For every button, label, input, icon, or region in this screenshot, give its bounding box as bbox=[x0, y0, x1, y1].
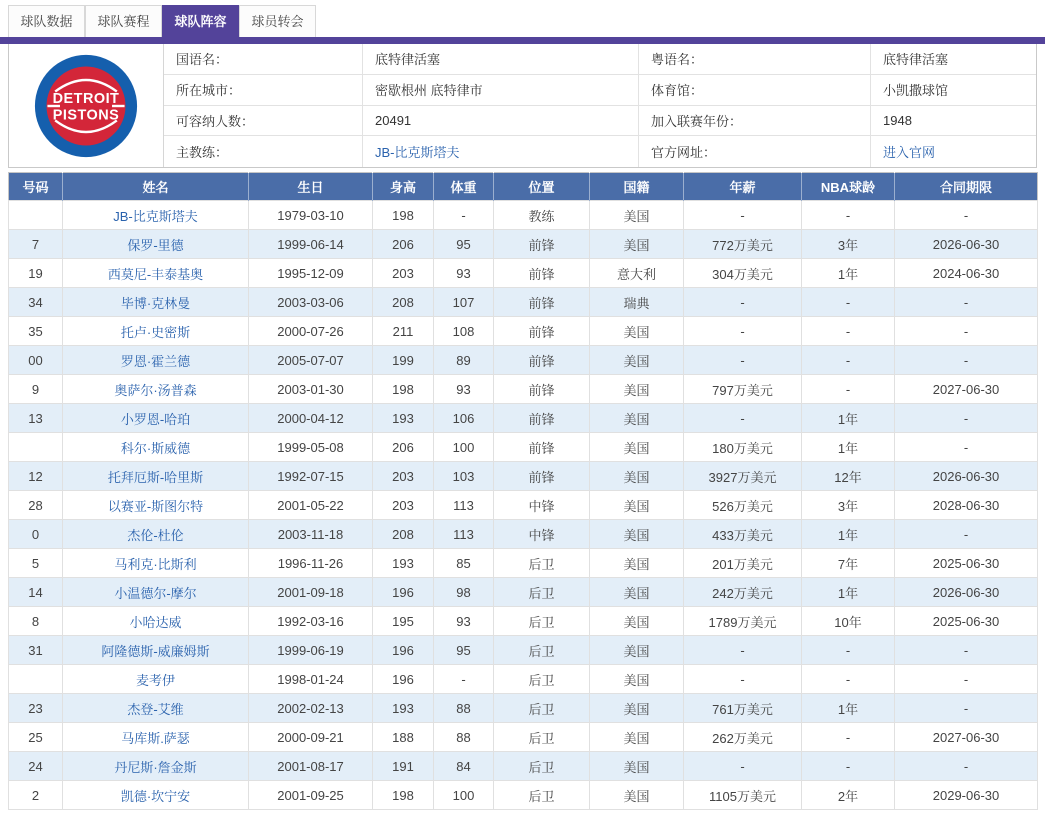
table-cell: 1999-06-19 bbox=[249, 636, 373, 665]
table-cell: 196 bbox=[373, 665, 434, 694]
table-cell: 1年 bbox=[802, 433, 895, 462]
table-cell: 2001-05-22 bbox=[249, 491, 373, 520]
table-cell: 198 bbox=[373, 375, 434, 404]
table-cell: - bbox=[895, 636, 1038, 665]
table-cell: 1年 bbox=[802, 694, 895, 723]
info-label: 官方网址： bbox=[639, 136, 871, 167]
table-cell: - bbox=[895, 346, 1038, 375]
table-cell: 1999-06-14 bbox=[249, 230, 373, 259]
table-cell: 前锋 bbox=[494, 317, 590, 346]
table-cell: 前锋 bbox=[494, 230, 590, 259]
table-cell: 100 bbox=[434, 781, 494, 810]
player-name-cell[interactable] bbox=[63, 520, 249, 549]
table-cell: - bbox=[895, 694, 1038, 723]
table-cell: 433万美元 bbox=[684, 520, 802, 549]
tab-team-roster[interactable]: 球队阵容 bbox=[162, 5, 239, 37]
table-cell: 2026-06-30 bbox=[895, 462, 1038, 491]
table-cell: 196 bbox=[373, 636, 434, 665]
table-cell: 美国 bbox=[590, 781, 684, 810]
player-name-cell[interactable] bbox=[63, 549, 249, 578]
table-cell: 2027-06-30 bbox=[895, 375, 1038, 404]
table-cell: 10年 bbox=[802, 607, 895, 636]
player-name-cell[interactable] bbox=[63, 346, 249, 375]
table-cell: 中锋 bbox=[494, 520, 590, 549]
table-cell: 1979-03-10 bbox=[249, 201, 373, 230]
table-cell: 2 bbox=[9, 781, 63, 810]
table-cell: 2003-11-18 bbox=[249, 520, 373, 549]
table-cell: 后卫 bbox=[494, 665, 590, 694]
table-cell: 242万美元 bbox=[684, 578, 802, 607]
pistons-logo-icon bbox=[33, 53, 139, 159]
column-header: 身高 bbox=[373, 173, 434, 201]
table-cell: 美国 bbox=[590, 491, 684, 520]
player-name-link[interactable]: 保罗-里德 bbox=[127, 237, 184, 253]
table-cell: 00 bbox=[9, 346, 63, 375]
table-cell: - bbox=[802, 346, 895, 375]
player-name-cell[interactable] bbox=[63, 578, 249, 607]
table-cell: 美国 bbox=[590, 346, 684, 375]
table-cell: - bbox=[684, 317, 802, 346]
table-cell: 100 bbox=[434, 433, 494, 462]
player-name-cell[interactable] bbox=[63, 375, 249, 404]
table-cell: 193 bbox=[373, 549, 434, 578]
player-name-link[interactable]: 毕博·克林曼 bbox=[120, 295, 191, 311]
table-cell: 203 bbox=[373, 259, 434, 288]
table-row bbox=[9, 694, 1038, 723]
table-row bbox=[9, 491, 1038, 520]
table-cell: 1789万美元 bbox=[684, 607, 802, 636]
player-name-cell[interactable] bbox=[63, 230, 249, 259]
player-name-cell[interactable] bbox=[63, 317, 249, 346]
table-cell: 208 bbox=[373, 520, 434, 549]
info-value: 小凯撒球馆 bbox=[871, 75, 1036, 106]
player-name-cell[interactable] bbox=[63, 462, 249, 491]
table-cell: 后卫 bbox=[494, 781, 590, 810]
table-cell: 0 bbox=[9, 520, 63, 549]
player-name-link[interactable]: 麦考伊 bbox=[135, 672, 175, 688]
player-name-link[interactable]: 丹尼斯·詹金斯 bbox=[114, 759, 197, 775]
table-cell: 美国 bbox=[590, 375, 684, 404]
accent-divider-bar bbox=[0, 37, 1045, 44]
table-cell: 2027-06-30 bbox=[895, 723, 1038, 752]
table-cell: 797万美元 bbox=[684, 375, 802, 404]
table-cell: 2001-09-18 bbox=[249, 578, 373, 607]
column-header: 号码 bbox=[9, 173, 63, 201]
table-cell: 199 bbox=[373, 346, 434, 375]
table-cell: 前锋 bbox=[494, 259, 590, 288]
table-cell: 前锋 bbox=[494, 462, 590, 491]
table-cell: - bbox=[434, 201, 494, 230]
table-cell: 2000-04-12 bbox=[249, 404, 373, 433]
table-row bbox=[9, 752, 1038, 781]
player-name-link[interactable]: 以赛亚-斯图尔特 bbox=[107, 498, 204, 514]
table-cell: 前锋 bbox=[494, 375, 590, 404]
player-name-cell[interactable] bbox=[63, 665, 249, 694]
table-cell: 28 bbox=[9, 491, 63, 520]
table-row bbox=[9, 375, 1038, 404]
table-cell: 1999-05-08 bbox=[249, 433, 373, 462]
info-label: 粤语名： bbox=[639, 44, 871, 75]
table-cell: 211 bbox=[373, 317, 434, 346]
table-cell: 198 bbox=[373, 201, 434, 230]
table-cell: 后卫 bbox=[494, 607, 590, 636]
player-name-link[interactable]: 托拜厄斯-哈里斯 bbox=[107, 469, 204, 485]
table-cell: 后卫 bbox=[494, 723, 590, 752]
tab-team-schedule[interactable]: 球队赛程 bbox=[85, 5, 162, 37]
table-cell: 美国 bbox=[590, 520, 684, 549]
table-cell: - bbox=[895, 317, 1038, 346]
table-cell: 2005-07-07 bbox=[249, 346, 373, 375]
info-value: 密歇根州 底特律市 bbox=[363, 75, 639, 106]
table-cell bbox=[9, 665, 63, 694]
table-cell: 203 bbox=[373, 491, 434, 520]
player-name-link[interactable]: 西莫尼-丰泰基奥 bbox=[107, 266, 204, 282]
player-name-cell[interactable] bbox=[63, 607, 249, 636]
table-row bbox=[9, 288, 1038, 317]
table-cell: 526万美元 bbox=[684, 491, 802, 520]
table-cell: 美国 bbox=[590, 462, 684, 491]
table-cell: 1年 bbox=[802, 259, 895, 288]
player-name-link[interactable]: 杰登-艾维 bbox=[127, 701, 184, 717]
table-cell: - bbox=[895, 665, 1038, 694]
table-cell: 1992-03-16 bbox=[249, 607, 373, 636]
info-label: 加入联赛年份： bbox=[639, 106, 871, 137]
table-row bbox=[9, 433, 1038, 462]
table-cell: 2003-01-30 bbox=[249, 375, 373, 404]
table-row bbox=[9, 607, 1038, 636]
table-cell: 2026-06-30 bbox=[895, 578, 1038, 607]
roster-header-row bbox=[9, 173, 1038, 201]
table-cell: 2001-08-17 bbox=[249, 752, 373, 781]
table-cell: 美国 bbox=[590, 433, 684, 462]
table-cell: 后卫 bbox=[494, 578, 590, 607]
info-value-link[interactable] bbox=[871, 136, 1036, 167]
table-cell: 31 bbox=[9, 636, 63, 665]
info-label: 可容纳人数： bbox=[164, 106, 363, 137]
table-cell: 304万美元 bbox=[684, 259, 802, 288]
table-cell: 前锋 bbox=[494, 288, 590, 317]
team-info-grid bbox=[164, 44, 1036, 167]
table-cell: 美国 bbox=[590, 230, 684, 259]
table-cell: 中锋 bbox=[494, 491, 590, 520]
table-cell: - bbox=[802, 723, 895, 752]
table-cell bbox=[9, 201, 63, 230]
table-row bbox=[9, 346, 1038, 375]
table-cell: 95 bbox=[434, 636, 494, 665]
table-cell: 180万美元 bbox=[684, 433, 802, 462]
column-header: 国籍 bbox=[590, 173, 684, 201]
table-cell: 美国 bbox=[590, 317, 684, 346]
info-link[interactable]: 进入官网 bbox=[883, 145, 936, 161]
table-cell: 188 bbox=[373, 723, 434, 752]
player-name-link[interactable]: 托卢·史密斯 bbox=[120, 324, 191, 340]
table-cell: - bbox=[684, 752, 802, 781]
table-cell: 美国 bbox=[590, 578, 684, 607]
info-value-link[interactable] bbox=[363, 136, 639, 167]
info-value: 底特律活塞 bbox=[871, 44, 1036, 75]
svg-text:DETROIT: DETROIT bbox=[52, 90, 120, 107]
table-cell: 34 bbox=[9, 288, 63, 317]
table-cell: 98 bbox=[434, 578, 494, 607]
table-cell: - bbox=[684, 201, 802, 230]
table-cell: 14 bbox=[9, 578, 63, 607]
table-cell: 美国 bbox=[590, 404, 684, 433]
player-name-link[interactable]: 小温德尔-摩尔 bbox=[114, 585, 197, 601]
info-value: 底特律活塞 bbox=[363, 44, 639, 75]
table-cell: 1年 bbox=[802, 578, 895, 607]
table-cell: - bbox=[895, 520, 1038, 549]
player-name-link[interactable]: 凯德·坎宁安 bbox=[120, 788, 191, 804]
table-cell: 后卫 bbox=[494, 752, 590, 781]
player-name-cell[interactable] bbox=[63, 781, 249, 810]
table-cell: 206 bbox=[373, 433, 434, 462]
table-cell: 2025-06-30 bbox=[895, 607, 1038, 636]
table-cell: 93 bbox=[434, 259, 494, 288]
tab-player-transfers[interactable]: 球员转会 bbox=[239, 5, 316, 37]
table-cell: 193 bbox=[373, 694, 434, 723]
player-name-link[interactable]: 罗恩·霍兰德 bbox=[120, 353, 191, 369]
table-row bbox=[9, 404, 1038, 433]
table-cell: 772万美元 bbox=[684, 230, 802, 259]
column-header: 生日 bbox=[249, 173, 373, 201]
table-cell: 2003-03-06 bbox=[249, 288, 373, 317]
table-cell: 761万美元 bbox=[684, 694, 802, 723]
table-cell: 1996-11-26 bbox=[249, 549, 373, 578]
table-cell: - bbox=[895, 433, 1038, 462]
table-cell: 195 bbox=[373, 607, 434, 636]
table-cell: 美国 bbox=[590, 665, 684, 694]
info-label: 国语名： bbox=[164, 44, 363, 75]
table-cell: 12年 bbox=[802, 462, 895, 491]
table-cell: 3年 bbox=[802, 491, 895, 520]
table-cell: 196 bbox=[373, 578, 434, 607]
table-cell: 前锋 bbox=[494, 404, 590, 433]
table-cell: 23 bbox=[9, 694, 63, 723]
table-cell: 198 bbox=[373, 781, 434, 810]
table-cell: 3927万美元 bbox=[684, 462, 802, 491]
table-cell: 24 bbox=[9, 752, 63, 781]
table-cell: 2025-06-30 bbox=[895, 549, 1038, 578]
player-name-cell[interactable] bbox=[63, 694, 249, 723]
table-cell: 1992-07-15 bbox=[249, 462, 373, 491]
table-cell: 106 bbox=[434, 404, 494, 433]
player-name-cell[interactable] bbox=[63, 491, 249, 520]
player-name-link[interactable]: JB-比克斯塔夫 bbox=[113, 208, 198, 224]
table-cell: 1995-12-09 bbox=[249, 259, 373, 288]
table-cell: 美国 bbox=[590, 607, 684, 636]
table-cell: - bbox=[802, 288, 895, 317]
info-label: 所在城市： bbox=[164, 75, 363, 106]
table-cell: 前锋 bbox=[494, 433, 590, 462]
table-cell: 美国 bbox=[590, 636, 684, 665]
table-cell: 103 bbox=[434, 462, 494, 491]
table-row bbox=[9, 201, 1038, 230]
table-cell: 3年 bbox=[802, 230, 895, 259]
table-cell: - bbox=[802, 665, 895, 694]
table-cell: 88 bbox=[434, 723, 494, 752]
table-row bbox=[9, 549, 1038, 578]
table-cell: 2026-06-30 bbox=[895, 230, 1038, 259]
table-cell: 191 bbox=[373, 752, 434, 781]
table-cell: 后卫 bbox=[494, 549, 590, 578]
table-cell: 前锋 bbox=[494, 346, 590, 375]
player-name-link[interactable]: 小罗恩-哈珀 bbox=[120, 411, 191, 427]
table-cell: 262万美元 bbox=[684, 723, 802, 752]
player-name-cell[interactable] bbox=[63, 636, 249, 665]
column-header: 合同期限 bbox=[895, 173, 1038, 201]
table-row bbox=[9, 317, 1038, 346]
table-cell: 206 bbox=[373, 230, 434, 259]
table-cell: 1年 bbox=[802, 520, 895, 549]
table-row bbox=[9, 636, 1038, 665]
table-cell: 107 bbox=[434, 288, 494, 317]
table-cell: 意大利 bbox=[590, 259, 684, 288]
table-row bbox=[9, 723, 1038, 752]
table-cell: 美国 bbox=[590, 549, 684, 578]
table-cell: 2024-06-30 bbox=[895, 259, 1038, 288]
table-cell: - bbox=[684, 665, 802, 694]
table-cell: - bbox=[802, 375, 895, 404]
info-label: 主教练： bbox=[164, 136, 363, 167]
player-name-link[interactable]: 科尔·斯威德 bbox=[120, 440, 191, 456]
info-link[interactable]: JB-比克斯塔夫 bbox=[375, 145, 460, 161]
table-cell: 203 bbox=[373, 462, 434, 491]
table-cell: 2000-09-21 bbox=[249, 723, 373, 752]
table-cell: 2年 bbox=[802, 781, 895, 810]
table-cell: 113 bbox=[434, 520, 494, 549]
table-cell: 84 bbox=[434, 752, 494, 781]
table-cell: 12 bbox=[9, 462, 63, 491]
table-cell: 193 bbox=[373, 404, 434, 433]
table-cell: 108 bbox=[434, 317, 494, 346]
table-cell: - bbox=[895, 288, 1038, 317]
player-name-cell[interactable] bbox=[63, 404, 249, 433]
table-cell: 1年 bbox=[802, 404, 895, 433]
info-label: 体育馆： bbox=[639, 75, 871, 106]
player-name-cell[interactable] bbox=[63, 259, 249, 288]
info-value: 1948 bbox=[871, 106, 1036, 137]
team-tab-bar bbox=[0, 0, 1045, 37]
table-cell: 1998-01-24 bbox=[249, 665, 373, 694]
table-cell: 9 bbox=[9, 375, 63, 404]
table-cell: 7 bbox=[9, 230, 63, 259]
table-cell: - bbox=[434, 665, 494, 694]
tab-team-stats[interactable]: 球队数据 bbox=[8, 5, 85, 37]
table-cell: - bbox=[802, 201, 895, 230]
table-row bbox=[9, 665, 1038, 694]
table-cell: - bbox=[802, 317, 895, 346]
player-name-link[interactable]: 小哈达威 bbox=[129, 614, 182, 630]
player-name-cell[interactable] bbox=[63, 752, 249, 781]
table-cell: 2002-02-13 bbox=[249, 694, 373, 723]
table-cell: - bbox=[684, 288, 802, 317]
table-cell: - bbox=[802, 752, 895, 781]
table-cell: 93 bbox=[434, 375, 494, 404]
table-cell: 19 bbox=[9, 259, 63, 288]
table-cell: 35 bbox=[9, 317, 63, 346]
player-name-cell[interactable] bbox=[63, 433, 249, 462]
svg-text:PISTONS: PISTONS bbox=[52, 106, 120, 123]
info-value: 20491 bbox=[363, 106, 639, 137]
table-cell: 美国 bbox=[590, 752, 684, 781]
table-cell: - bbox=[895, 404, 1038, 433]
table-cell: 8 bbox=[9, 607, 63, 636]
column-header: 体重 bbox=[434, 173, 494, 201]
table-cell: - bbox=[895, 752, 1038, 781]
team-info-panel bbox=[8, 44, 1037, 168]
table-cell: - bbox=[895, 201, 1038, 230]
table-cell: 13 bbox=[9, 404, 63, 433]
table-cell: 85 bbox=[434, 549, 494, 578]
table-cell: 208 bbox=[373, 288, 434, 317]
table-row bbox=[9, 230, 1038, 259]
table-cell: 瑞典 bbox=[590, 288, 684, 317]
player-name-cell[interactable] bbox=[63, 723, 249, 752]
player-name-link[interactable]: 阿隆德斯-威廉姆斯 bbox=[101, 643, 210, 659]
table-cell: 美国 bbox=[590, 723, 684, 752]
column-header: 姓名 bbox=[63, 173, 249, 201]
table-row bbox=[9, 781, 1038, 810]
table-cell: 7年 bbox=[802, 549, 895, 578]
table-row bbox=[9, 462, 1038, 491]
column-header: 年薪 bbox=[684, 173, 802, 201]
table-row bbox=[9, 259, 1038, 288]
table-cell: 美国 bbox=[590, 694, 684, 723]
table-cell: 113 bbox=[434, 491, 494, 520]
table-cell: 2000-07-26 bbox=[249, 317, 373, 346]
table-cell: 1105万美元 bbox=[684, 781, 802, 810]
table-cell: 93 bbox=[434, 607, 494, 636]
table-cell: - bbox=[684, 346, 802, 375]
table-cell: 25 bbox=[9, 723, 63, 752]
player-name-cell[interactable] bbox=[63, 201, 249, 230]
player-name-link[interactable]: 马利克·比斯利 bbox=[114, 556, 197, 572]
table-cell: 95 bbox=[434, 230, 494, 259]
table-cell: 后卫 bbox=[494, 694, 590, 723]
table-row bbox=[9, 578, 1038, 607]
table-cell: 89 bbox=[434, 346, 494, 375]
table-cell: 5 bbox=[9, 549, 63, 578]
table-cell: 2028-06-30 bbox=[895, 491, 1038, 520]
table-cell: 2001-09-25 bbox=[249, 781, 373, 810]
table-cell: 美国 bbox=[590, 201, 684, 230]
table-cell: - bbox=[684, 404, 802, 433]
table-cell: 2029-06-30 bbox=[895, 781, 1038, 810]
table-cell: 后卫 bbox=[494, 636, 590, 665]
player-name-link[interactable]: 杰伦-杜伦 bbox=[127, 527, 184, 543]
player-name-cell[interactable] bbox=[63, 288, 249, 317]
table-cell: 88 bbox=[434, 694, 494, 723]
table-cell: - bbox=[684, 636, 802, 665]
table-cell: 201万美元 bbox=[684, 549, 802, 578]
team-logo bbox=[9, 44, 164, 167]
column-header: NBA球龄 bbox=[802, 173, 895, 201]
table-cell bbox=[9, 433, 63, 462]
player-name-link[interactable]: 马库斯.萨瑟 bbox=[121, 730, 190, 746]
roster-table bbox=[8, 172, 1038, 810]
player-name-link[interactable]: 奥萨尔·汤普森 bbox=[114, 382, 197, 398]
table-cell: 教练 bbox=[494, 201, 590, 230]
column-header: 位置 bbox=[494, 173, 590, 201]
table-row bbox=[9, 520, 1038, 549]
table-cell: - bbox=[802, 636, 895, 665]
